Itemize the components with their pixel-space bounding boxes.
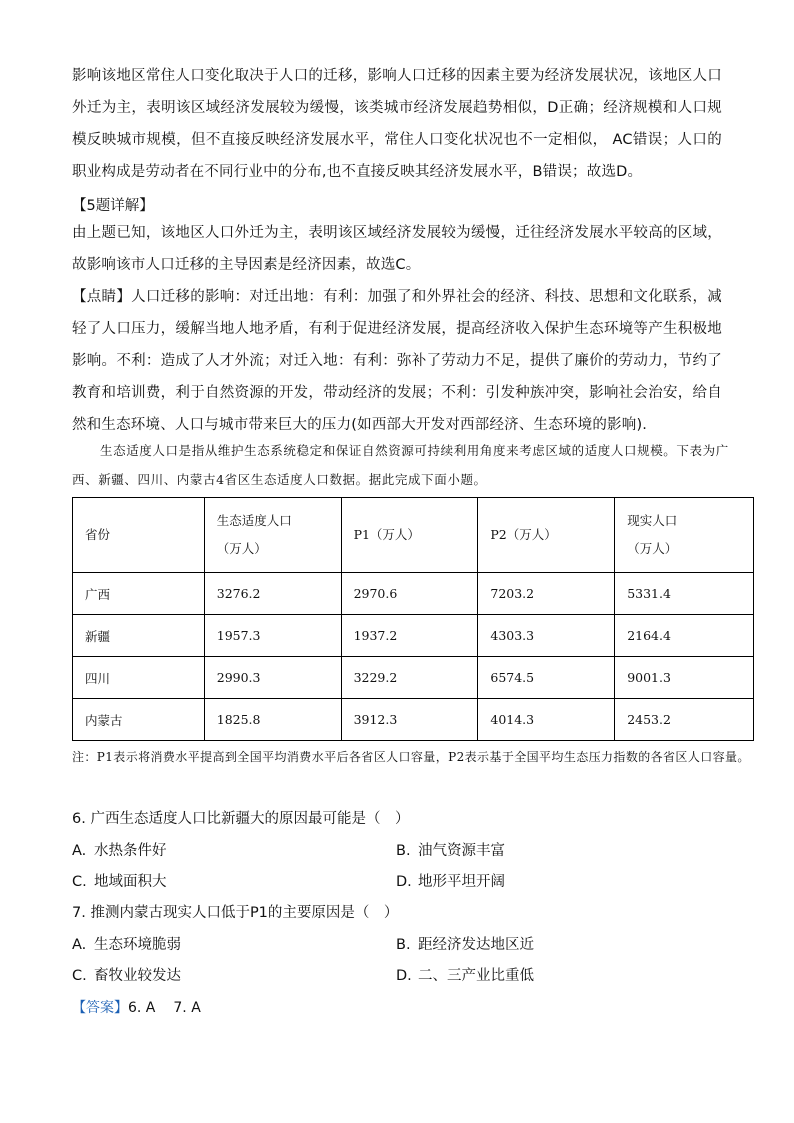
- population-table: [72, 497, 754, 741]
- cell-p2: 4014.3: [478, 699, 615, 741]
- cell-real: 9001.3: [615, 657, 754, 699]
- option-text: 畜牧业较发达: [94, 968, 181, 984]
- key-point-paragraph: 【点睛】人口迁移的影响：对迁出地：有利：加强了和外界社会的经济、科技、思想和文化联系，减轻了人口压力，缓解当地人地矛盾，有利于促进经济发展，提高经济收入保护生态环境等产生积极地影响。不利：造成了人才外流；对迁入地：有利：弥补了劳动力不足，提供了廉价的劳动力，节约了教育和培训费，利于自然资源的开发，带动经济的发展；不利：引发种族冲突，影响社会治安，给自然和生态环境、人口与城市带来巨大的压力(如西部大开发对西部经济、生态环境的影响).: [72, 289, 722, 433]
- header-eco-line2: （万人）: [216, 541, 267, 556]
- question-7-stem: 7. 推测内蒙古现实人口低于P1的主要原因是（ ）: [72, 905, 399, 921]
- header-real-line1: 现实人口: [627, 513, 678, 528]
- question-7-option-b: [396, 935, 534, 955]
- answer-7: 7. A: [173, 1000, 201, 1016]
- header-p2: P2（万人）: [478, 498, 615, 573]
- option-text: 油气资源丰富: [418, 843, 505, 859]
- question-6-option-d: [396, 872, 505, 892]
- option-letter: B.: [396, 843, 411, 859]
- answer-line: [72, 998, 201, 1018]
- table-row: [73, 615, 754, 657]
- option-text: 地域面积大: [94, 874, 167, 890]
- cell-p1: 1937.2: [341, 615, 478, 657]
- question-6-option-c: [72, 872, 167, 892]
- option-letter: C.: [72, 968, 87, 984]
- cell-p2: 6574.5: [478, 657, 615, 699]
- table-row: [73, 657, 754, 699]
- cell-eco: 3276.2: [204, 573, 341, 615]
- option-text: 距经济发达地区近: [418, 937, 534, 953]
- cell-p2: 7203.2: [478, 573, 615, 615]
- option-text: 地形平坦开阔: [418, 874, 505, 890]
- option-text: 二、三产业比重低: [418, 968, 534, 984]
- question-7-option-c: [72, 966, 181, 986]
- explanation-paragraph-5: 由上题已知，该地区人口外迁为主，表明该区域经济发展较为缓慢，迁往经济发展水平较高的区域，故影响该市人口迁移的主导因素是经济因素，故选C。: [72, 225, 722, 273]
- question-6-stem: 6. 广西生态适度人口比新疆大的原因最可能是（ ）: [72, 811, 410, 827]
- option-letter: B.: [396, 937, 411, 953]
- cell-province: 内蒙古: [73, 699, 205, 741]
- header-eco-line1: 生态适度人口: [216, 513, 292, 528]
- table-note: 注：P1表示将消费水平提高到全国平均消费水平后各省区人口容量，P2表示基于全国平均生态压力指数的各省区人口容量。: [72, 750, 750, 764]
- option-text: 水热条件好: [94, 843, 167, 859]
- option-letter: A.: [72, 843, 87, 859]
- cell-real: 2164.4: [615, 615, 754, 657]
- question-7-option-d: [396, 966, 534, 986]
- option-text: 生态环境脆弱: [94, 937, 181, 953]
- cell-eco: 2990.3: [204, 657, 341, 699]
- answer-tag: 【答案】: [72, 1000, 128, 1016]
- question-6-option-a: [72, 841, 167, 861]
- table-row: [73, 699, 754, 741]
- option-letter: D.: [396, 874, 412, 890]
- question-5-heading: 【5题详解】: [72, 198, 154, 214]
- question-7-option-a: [72, 935, 181, 955]
- cell-province: 广西: [73, 573, 205, 615]
- option-letter: D.: [396, 968, 412, 984]
- cell-p1: 3229.2: [341, 657, 478, 699]
- cell-eco: 1957.3: [204, 615, 341, 657]
- header-real-population: [615, 498, 754, 573]
- material-intro-text: 生态适度人口是指从维护生态系统稳定和保证自然资源可持续利用角度来考虑区域的适度人口规模。下表为广西、新疆、四川、内蒙古4省区生态适度人口数据。据此完成下面小题。: [72, 443, 729, 487]
- cell-p1: 2970.6: [341, 573, 478, 615]
- header-province: 省份: [73, 498, 205, 573]
- table-header-row: [73, 498, 754, 573]
- header-real-line2: （万人）: [627, 541, 678, 556]
- header-eco-population: [204, 498, 341, 573]
- header-p1: P1（万人）: [341, 498, 478, 573]
- cell-province: 新疆: [73, 615, 205, 657]
- question-6-option-b: [396, 841, 505, 861]
- answer-6: 6. A: [128, 1000, 156, 1016]
- cell-province: 四川: [73, 657, 205, 699]
- cell-real: 2453.2: [615, 699, 754, 741]
- option-letter: A.: [72, 937, 87, 953]
- cell-p2: 4303.3: [478, 615, 615, 657]
- explanation-paragraph-4: 影响该地区常住人口变化取决于人口的迁移，影响人口迁移的因素主要为经济发展状况，该地区人口外迁为主，表明该区域经济发展较为缓慢，该类城市经济发展趋势相似，D正确；经济规模和人口规模反映城市规模，但不直接反映经济发展水平，常住人口变化状况也不一定相似， AC错误；人口的职业构成是劳动者在不同行业中的分布,也不直接反映其经济发展水平，B错误；故选D。: [72, 68, 722, 180]
- option-letter: C.: [72, 874, 87, 890]
- cell-eco: 1825.8: [204, 699, 341, 741]
- table-row: [73, 573, 754, 615]
- cell-real: 5331.4: [615, 573, 754, 615]
- cell-p1: 3912.3: [341, 699, 478, 741]
- material-intro: [72, 436, 732, 494]
